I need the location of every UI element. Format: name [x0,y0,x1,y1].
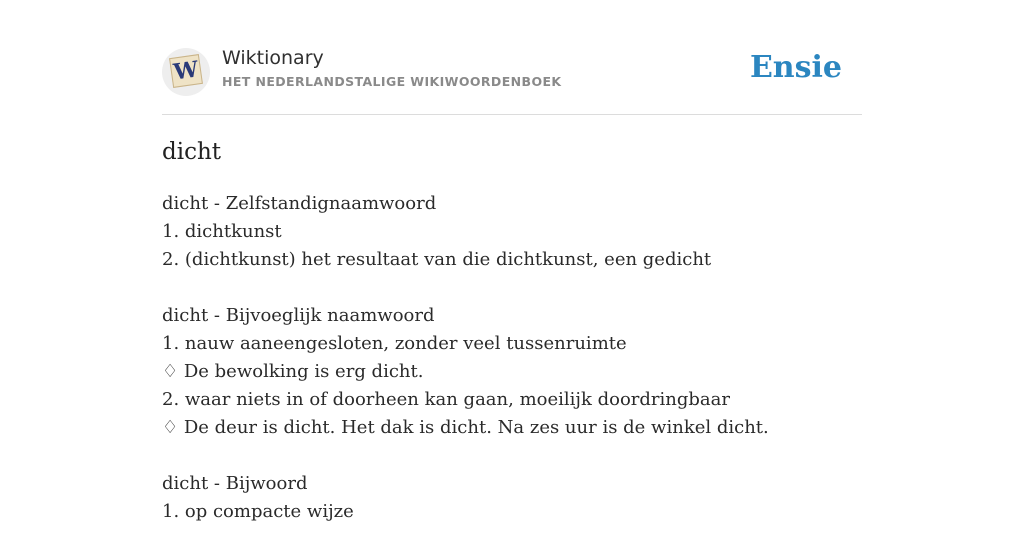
example-line: ♢ De bewolking is erg dicht. [162,361,424,382]
section-adjective [162,302,862,442]
section-heading: dicht - Bijwoord [162,473,308,494]
brand [222,46,562,94]
definition-line: 2. (dichtkunst) het resultaat van die dichtkunst, een gedicht [162,249,712,270]
brand-name[interactable]: Wiktionary [222,47,324,69]
logo-letter: W [169,54,203,88]
section-noun [162,190,862,274]
brand-subtitle: HET NEDERLANDSTALIGE WIKIWOORDENBOEK [222,74,562,89]
definition-line: 2. waar niets in of doorheen kan gaan, moeilijk doordringbaar [162,389,730,410]
definition-line: 1. nauw aaneengesloten, zonder veel tussenruimte [162,333,627,354]
wiktionary-logo-icon[interactable] [162,48,210,96]
page-title: dicht [162,139,222,165]
section-heading: dicht - Bijvoeglijk naamwoord [162,305,435,326]
example-line: ♢ De deur is dicht. Het dak is dicht. Na zes uur is de winkel dicht. [162,417,769,438]
entry-content [162,190,862,554]
ensie-link[interactable]: Ensie [749,50,842,85]
section-adverb [162,470,862,526]
definition-line: 1. op compacte wijze [162,501,354,522]
definition-line: 1. dichtkunst [162,221,282,242]
section-heading: dicht - Zelfstandignaamwoord [162,193,437,214]
site-header [162,46,862,115]
